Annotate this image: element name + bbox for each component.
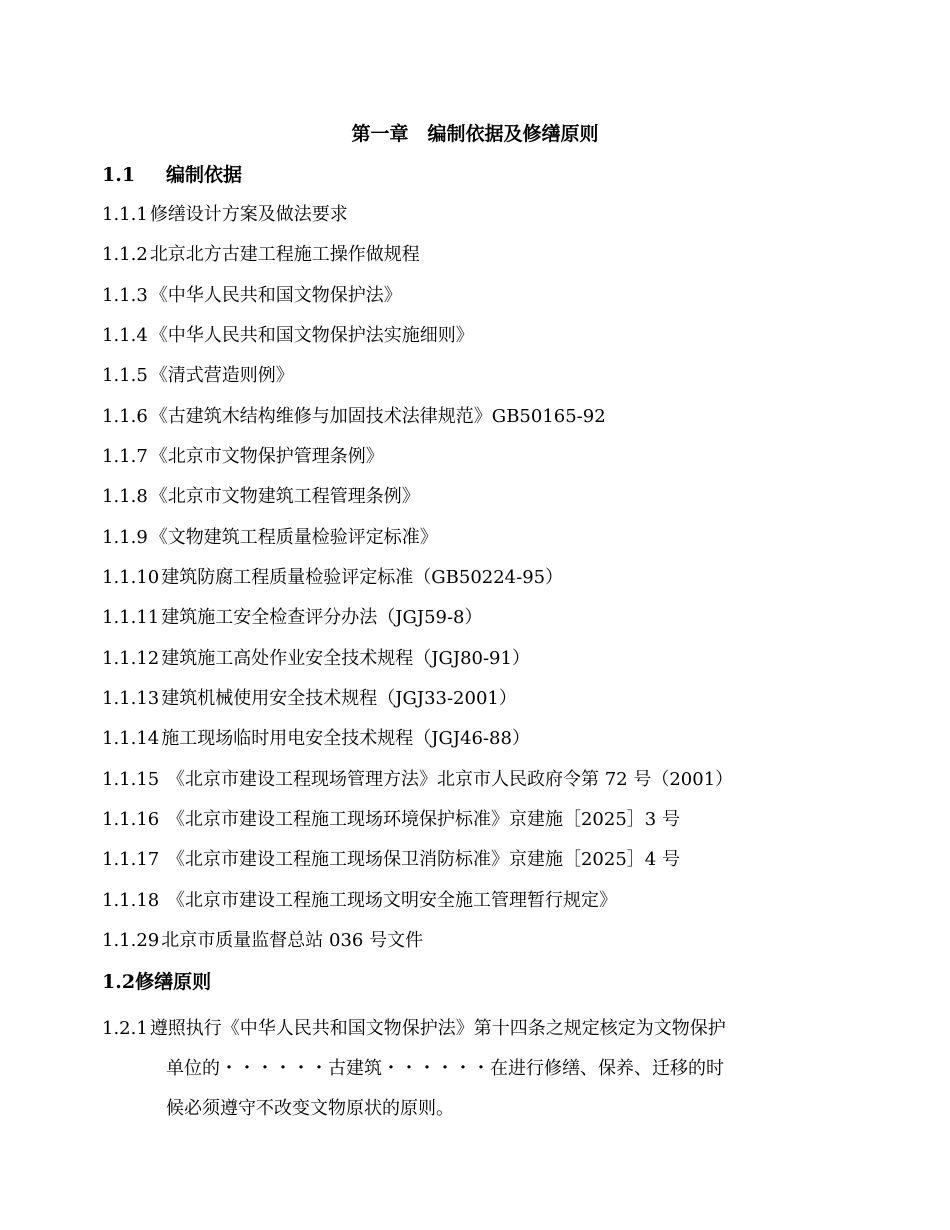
section-heading-1-2 xyxy=(102,968,211,996)
item-number: 1.1.6 xyxy=(102,406,148,427)
section-number: 1.1 xyxy=(102,164,136,186)
item-number: 1.1.5 xyxy=(102,365,148,386)
section-title: 编制依据 xyxy=(166,164,243,186)
list-item xyxy=(102,524,438,552)
item-number: 1.1.15 xyxy=(102,769,160,790)
list-item xyxy=(102,362,294,390)
list-item xyxy=(102,927,423,955)
list-item xyxy=(102,443,384,471)
paragraph-line: 候必须遵守不改变文物原状的原则。 xyxy=(166,1098,454,1119)
item-number: 1.1.2 xyxy=(102,244,148,265)
item-number: 1.1.10 xyxy=(102,567,160,588)
item-number: 1.1.4 xyxy=(102,325,148,346)
item-text: 《北京市建设工程施工现场文明安全施工管理暂行规定》 xyxy=(161,890,617,911)
paragraph-line: 遵照执行《中华人民共和国文物保护法》第十四条之规定核定为文物保护 xyxy=(149,1018,726,1039)
item-text: 《北京市文物建筑工程管理条例》 xyxy=(149,486,420,507)
item-text: 施工现场临时用电安全技术规程（JGJ46-88） xyxy=(161,728,530,749)
section-heading-1-1 xyxy=(102,161,242,189)
item-number: 1.1.8 xyxy=(102,486,148,507)
principle-paragraph xyxy=(102,1009,862,1129)
item-text: 《中华人民共和国文物保护法》 xyxy=(149,285,402,306)
section-title: 修缮原则 xyxy=(135,971,212,993)
list-item xyxy=(102,887,617,915)
item-text: 北京市质量监督总站 036 号文件 xyxy=(161,930,424,951)
item-number: 1.1.13 xyxy=(102,688,160,709)
section-number: 1.2 xyxy=(102,971,136,993)
item-number: 1.2.1 xyxy=(102,1018,148,1039)
list-item xyxy=(102,604,483,632)
list-item xyxy=(102,846,680,874)
item-number: 1.1.11 xyxy=(102,607,160,628)
list-item xyxy=(102,241,420,269)
list-item xyxy=(102,806,680,834)
item-number: 1.1.9 xyxy=(102,527,148,548)
list-item xyxy=(102,645,530,673)
item-number: 1.1.18 xyxy=(102,890,160,911)
item-text: 《北京市建设工程施工现场保卫消防标准》京建施［2025］4 号 xyxy=(161,849,680,870)
item-number: 1.1.17 xyxy=(102,849,160,870)
list-item xyxy=(102,766,733,794)
paragraph-line: 单位的・・・・・・古建筑・・・・・・在进行修缮、保养、迁移的时 xyxy=(166,1058,724,1079)
item-text: 《北京市建设工程施工现场环境保护标准》京建施［2025］3 号 xyxy=(161,809,680,830)
item-text: 《中华人民共和国文物保护法实施细则》 xyxy=(149,325,474,346)
list-item xyxy=(102,483,420,511)
item-text: 建筑施工安全检查评分办法（JGJ59-8） xyxy=(161,607,483,628)
item-number: 1.1.1 xyxy=(102,204,148,225)
item-text: 修缮设计方案及做法要求 xyxy=(149,204,348,225)
list-item xyxy=(102,685,517,713)
chapter-title: 第一章 编制依据及修缮原则 xyxy=(351,123,599,145)
item-text: 建筑施工高处作业安全技术规程（JGJ80-91） xyxy=(161,648,530,669)
item-text: 北京北方古建工程施工操作做规程 xyxy=(149,244,420,265)
item-text: 建筑机械使用安全技术规程（JGJ33-2001） xyxy=(161,688,517,709)
list-item xyxy=(102,564,563,592)
list-item xyxy=(102,201,348,229)
item-text: 《北京市文物保护管理条例》 xyxy=(149,446,384,467)
list-item xyxy=(102,282,402,310)
item-text: 《清式营造则例》 xyxy=(149,365,294,386)
list-item xyxy=(102,403,606,431)
item-number: 1.1.7 xyxy=(102,446,148,467)
item-number: 1.1.3 xyxy=(102,285,148,306)
item-number: 1.1.14 xyxy=(102,728,160,749)
item-number: 1.1.29 xyxy=(102,930,160,951)
item-text: 《北京市建设工程现场管理方法》北京市人民政府令第 72 号（2001） xyxy=(161,769,734,790)
item-number: 1.1.12 xyxy=(102,648,160,669)
item-number: 1.1.16 xyxy=(102,809,160,830)
list-item xyxy=(102,322,474,350)
item-text: 《文物建筑工程质量检验评定标准》 xyxy=(149,527,438,548)
item-text: 建筑防腐工程质量检验评定标准（GB50224-95） xyxy=(161,567,564,588)
list-item xyxy=(102,725,530,753)
item-text: 《古建筑木结构维修与加固技术法律规范》GB50165-92 xyxy=(149,406,606,427)
